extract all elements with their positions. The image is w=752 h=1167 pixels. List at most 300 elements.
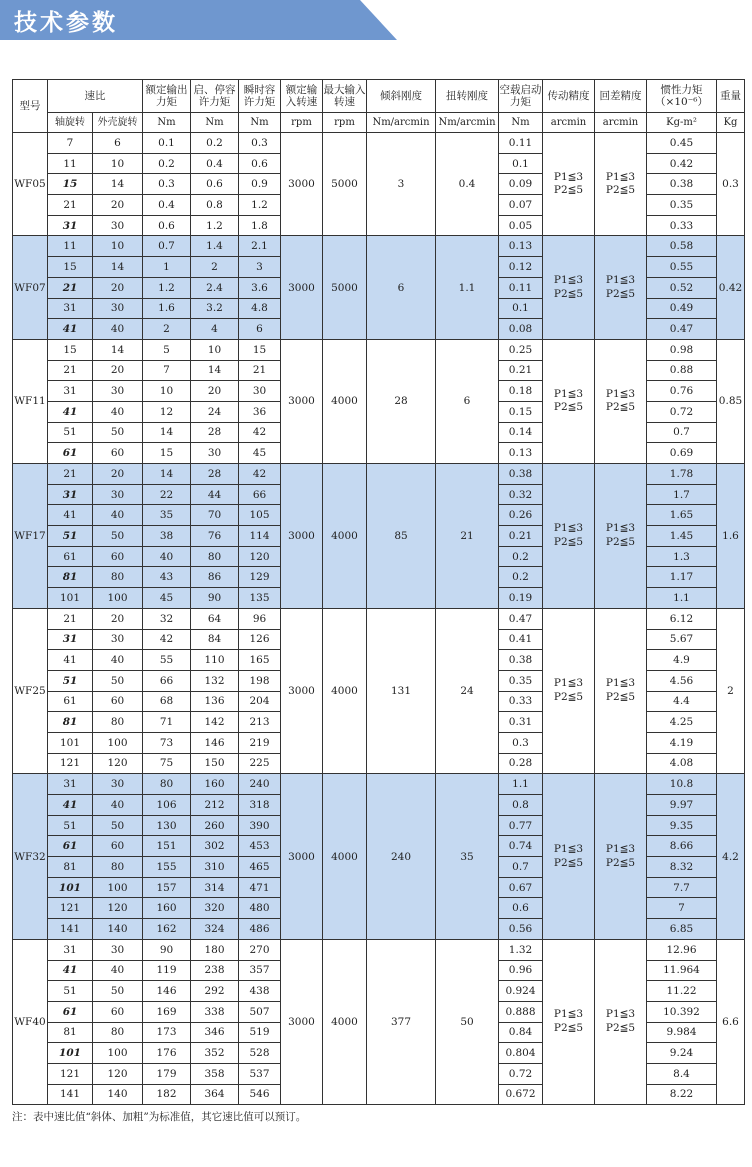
noload-torque-cell: 0.26 — [499, 505, 543, 526]
instant-torque-cell: 36 — [239, 401, 281, 422]
inertia-cell: 0.7 — [647, 422, 717, 443]
start-stop-torque-cell: 4 — [191, 319, 239, 340]
start-stop-torque-cell: 358 — [191, 1063, 239, 1084]
ratio-shaft-cell: 15 — [48, 257, 93, 278]
inertia-cell: 10.392 — [647, 1001, 717, 1022]
noload-torque-cell: 0.3 — [499, 732, 543, 753]
instant-torque-cell: 96 — [239, 608, 281, 629]
noload-torque-cell: 0.09 — [499, 174, 543, 195]
rated-speed-cell: 3000 — [281, 464, 323, 609]
model-group-wf17 — [13, 464, 745, 609]
precision-line: P2≦5 — [605, 1022, 636, 1035]
rated-torque-cell: 130 — [143, 815, 191, 836]
max-speed-cell: 4000 — [323, 939, 367, 1105]
torsion-stiffness-cell: 24 — [436, 608, 499, 774]
ratio-shell-cell: 10 — [93, 236, 143, 257]
noload-torque-cell: 0.21 — [499, 526, 543, 547]
rated-torque-cell: 160 — [143, 898, 191, 919]
instant-torque-cell: 2.1 — [239, 236, 281, 257]
inertia-cell: 4.9 — [647, 650, 717, 671]
backlash-precision-cell — [595, 339, 647, 463]
header-tilt-stiffness: 倾斜刚度 — [367, 80, 436, 113]
noload-torque-cell: 0.19 — [499, 588, 543, 609]
noload-torque-cell: 0.41 — [499, 629, 543, 650]
inertia-cell: 8.32 — [647, 857, 717, 878]
precision-line: P1≦3 — [553, 677, 584, 690]
inertia-cell: 11.964 — [647, 960, 717, 981]
trans-precision-cell — [543, 236, 595, 339]
header-max-speed: 最大输入转速 — [323, 80, 367, 113]
noload-torque-cell: 0.11 — [499, 277, 543, 298]
inertia-cell: 0.52 — [647, 277, 717, 298]
inertia-cell: 0.47 — [647, 319, 717, 340]
rated-speed-cell: 3000 — [281, 236, 323, 339]
table-row — [13, 339, 745, 360]
ratio-shaft-cell: 41 — [48, 650, 93, 671]
instant-torque-cell: 270 — [239, 939, 281, 960]
title-banner — [0, 0, 400, 40]
inertia-cell: 0.98 — [647, 339, 717, 360]
rated-torque-cell: 14 — [143, 464, 191, 485]
instant-torque-cell: 4.8 — [239, 298, 281, 319]
model-group-wf25 — [13, 608, 745, 774]
instant-torque-cell: 114 — [239, 526, 281, 547]
inertia-cell: 0.49 — [647, 298, 717, 319]
unit-inertia: Kg-m² — [647, 113, 717, 133]
weight-cell: 0.85 — [717, 339, 745, 463]
tilt-stiffness-cell: 3 — [367, 133, 436, 236]
start-stop-torque-cell: 346 — [191, 1022, 239, 1043]
ratio-shaft-cell: 101 — [48, 1043, 93, 1064]
rated-torque-cell: 155 — [143, 857, 191, 878]
instant-torque-cell: 318 — [239, 795, 281, 816]
precision-line: P2≦5 — [605, 287, 636, 300]
ratio-shaft-cell: 31 — [48, 939, 93, 960]
precision-line: P2≦5 — [553, 856, 584, 869]
noload-torque-cell: 0.2 — [499, 567, 543, 588]
inertia-cell: 0.45 — [647, 133, 717, 154]
weight-cell: 0.3 — [717, 133, 745, 236]
ratio-shell-cell: 30 — [93, 381, 143, 402]
rated-torque-cell: 71 — [143, 712, 191, 733]
ratio-shaft-cell: 51 — [48, 670, 93, 691]
start-stop-torque-cell: 0.4 — [191, 153, 239, 174]
rated-torque-cell: 182 — [143, 1084, 191, 1105]
instant-torque-cell: 120 — [239, 546, 281, 567]
model-cell: WF07 — [13, 236, 48, 339]
ratio-shell-cell: 60 — [93, 1001, 143, 1022]
inertia-cell: 6.12 — [647, 608, 717, 629]
ratio-shaft-cell: 101 — [48, 877, 93, 898]
inertia-cell: 9.984 — [647, 1022, 717, 1043]
instant-torque-cell: 15 — [239, 339, 281, 360]
rated-torque-cell: 2 — [143, 319, 191, 340]
ratio-shaft-cell: 31 — [48, 484, 93, 505]
ratio-shell-cell: 60 — [93, 443, 143, 464]
trans-precision-cell — [543, 339, 595, 463]
noload-torque-cell: 0.15 — [499, 401, 543, 422]
rated-torque-cell: 173 — [143, 1022, 191, 1043]
precision-line: P1≦3 — [553, 1008, 584, 1021]
rated-torque-cell: 32 — [143, 608, 191, 629]
noload-torque-cell: 0.2 — [499, 546, 543, 567]
inertia-cell: 9.35 — [647, 815, 717, 836]
header-rated-speed: 额定输入转速 — [281, 80, 323, 113]
unit-max-speed: rpm — [323, 113, 367, 133]
ratio-shell-cell: 50 — [93, 422, 143, 443]
inertia-cell: 4.25 — [647, 712, 717, 733]
instant-torque-cell: 357 — [239, 960, 281, 981]
rated-speed-cell: 3000 — [281, 133, 323, 236]
instant-torque-cell: 390 — [239, 815, 281, 836]
ratio-shell-cell: 20 — [93, 608, 143, 629]
ratio-shell-cell: 80 — [93, 712, 143, 733]
torsion-stiffness-cell: 0.4 — [436, 133, 499, 236]
noload-torque-cell: 0.13 — [499, 236, 543, 257]
noload-torque-cell: 0.21 — [499, 360, 543, 381]
model-group-wf05 — [13, 133, 745, 236]
start-stop-torque-cell: 180 — [191, 939, 239, 960]
start-stop-torque-cell: 84 — [191, 629, 239, 650]
ratio-shaft-cell: 81 — [48, 712, 93, 733]
model-cell: WF40 — [13, 939, 48, 1105]
ratio-shaft-cell: 101 — [48, 588, 93, 609]
rated-torque-cell: 38 — [143, 526, 191, 547]
ratio-shell-cell: 10 — [93, 153, 143, 174]
ratio-shaft-cell: 41 — [48, 505, 93, 526]
inertia-cell: 0.69 — [647, 443, 717, 464]
start-stop-torque-cell: 3.2 — [191, 298, 239, 319]
ratio-shaft-cell: 31 — [48, 298, 93, 319]
precision-line: P2≦5 — [553, 535, 584, 548]
instant-torque-cell: 126 — [239, 629, 281, 650]
ratio-shell-cell: 100 — [93, 1043, 143, 1064]
noload-torque-cell: 0.924 — [499, 981, 543, 1002]
rated-torque-cell: 1.2 — [143, 277, 191, 298]
start-stop-torque-cell: 28 — [191, 422, 239, 443]
inertia-cell: 0.58 — [647, 236, 717, 257]
noload-torque-cell: 0.08 — [499, 319, 543, 340]
model-cell: WF17 — [13, 464, 48, 609]
rated-torque-cell: 7 — [143, 360, 191, 381]
tilt-stiffness-cell: 28 — [367, 339, 436, 463]
backlash-precision-cell — [595, 774, 647, 940]
unit-noload-torque: Nm — [499, 113, 543, 133]
weight-cell: 4.2 — [717, 774, 745, 940]
rated-speed-cell: 3000 — [281, 774, 323, 940]
ratio-shell-cell: 60 — [93, 836, 143, 857]
rated-torque-cell: 146 — [143, 981, 191, 1002]
torsion-stiffness-cell: 6 — [436, 339, 499, 463]
instant-torque-cell: 204 — [239, 691, 281, 712]
ratio-shaft-cell: 61 — [48, 1001, 93, 1022]
tilt-stiffness-cell: 85 — [367, 464, 436, 609]
rated-torque-cell: 75 — [143, 753, 191, 774]
instant-torque-cell: 528 — [239, 1043, 281, 1064]
trans-precision-cell — [543, 608, 595, 774]
instant-torque-cell: 240 — [239, 774, 281, 795]
start-stop-torque-cell: 0.6 — [191, 174, 239, 195]
weight-cell: 6.6 — [717, 939, 745, 1105]
start-stop-torque-cell: 86 — [191, 567, 239, 588]
inertia-cell: 0.33 — [647, 215, 717, 236]
start-stop-torque-cell: 1.2 — [191, 215, 239, 236]
ratio-shell-cell: 14 — [93, 339, 143, 360]
table-row — [13, 608, 745, 629]
inertia-cell: 8.22 — [647, 1084, 717, 1105]
instant-torque-cell: 42 — [239, 422, 281, 443]
ratio-shaft-cell: 51 — [48, 815, 93, 836]
ratio-shell-cell: 14 — [93, 257, 143, 278]
start-stop-torque-cell: 320 — [191, 898, 239, 919]
inertia-cell: 1.3 — [647, 546, 717, 567]
backlash-precision-cell — [595, 464, 647, 609]
precision-line: P2≦5 — [605, 691, 636, 704]
instant-torque-cell: 438 — [239, 981, 281, 1002]
ratio-shell-cell: 14 — [93, 174, 143, 195]
table-header — [13, 80, 745, 133]
instant-torque-cell: 546 — [239, 1084, 281, 1105]
noload-torque-cell: 0.18 — [499, 381, 543, 402]
unit-trans-precision: arcmin — [543, 113, 595, 133]
table-row — [13, 774, 745, 795]
rated-torque-cell: 0.6 — [143, 215, 191, 236]
instant-torque-cell: 213 — [239, 712, 281, 733]
model-cell: WF32 — [13, 774, 48, 940]
ratio-shell-cell: 30 — [93, 484, 143, 505]
noload-torque-cell: 0.1 — [499, 153, 543, 174]
inertia-cell: 1.7 — [647, 484, 717, 505]
start-stop-torque-cell: 364 — [191, 1084, 239, 1105]
start-stop-torque-cell: 292 — [191, 981, 239, 1002]
backlash-precision-cell — [595, 133, 647, 236]
ratio-shell-cell: 80 — [93, 567, 143, 588]
start-stop-torque-cell: 14 — [191, 360, 239, 381]
rated-speed-cell: 3000 — [281, 608, 323, 774]
ratio-shaft-cell: 41 — [48, 401, 93, 422]
header-model: 型号 — [13, 80, 48, 133]
inertia-cell: 9.97 — [647, 795, 717, 816]
start-stop-torque-cell: 132 — [191, 670, 239, 691]
noload-torque-cell: 0.28 — [499, 753, 543, 774]
precision-line: P2≦5 — [553, 184, 584, 197]
instant-torque-cell: 165 — [239, 650, 281, 671]
noload-torque-cell: 0.11 — [499, 133, 543, 154]
header-torsion-stiffness: 扭转刚度 — [436, 80, 499, 113]
noload-torque-cell: 0.7 — [499, 857, 543, 878]
ratio-shell-cell: 40 — [93, 505, 143, 526]
start-stop-torque-cell: 146 — [191, 732, 239, 753]
rated-torque-cell: 10 — [143, 381, 191, 402]
torsion-stiffness-cell: 50 — [436, 939, 499, 1105]
precision-line: P1≦3 — [605, 274, 636, 287]
start-stop-torque-cell: 28 — [191, 464, 239, 485]
noload-torque-cell: 0.84 — [499, 1022, 543, 1043]
start-stop-torque-cell: 314 — [191, 877, 239, 898]
noload-torque-cell: 0.14 — [499, 422, 543, 443]
table-row — [13, 939, 745, 960]
inertia-cell: 6.85 — [647, 919, 717, 940]
start-stop-torque-cell: 80 — [191, 546, 239, 567]
ratio-shell-cell: 40 — [93, 319, 143, 340]
instant-torque-cell: 6 — [239, 319, 281, 340]
rated-torque-cell: 45 — [143, 588, 191, 609]
rated-torque-cell: 0.3 — [143, 174, 191, 195]
inertia-cell: 1.65 — [647, 505, 717, 526]
inertia-cell: 0.35 — [647, 195, 717, 216]
precision-line: P1≦3 — [553, 842, 584, 855]
unit-backlash-precision: arcmin — [595, 113, 647, 133]
rated-torque-cell: 22 — [143, 484, 191, 505]
instant-torque-cell: 480 — [239, 898, 281, 919]
rated-torque-cell: 68 — [143, 691, 191, 712]
ratio-shaft-cell: 21 — [48, 277, 93, 298]
table-row — [13, 464, 745, 485]
unit-start-stop-torque: Nm — [191, 113, 239, 133]
ratio-shell-cell: 120 — [93, 753, 143, 774]
noload-torque-cell: 0.05 — [499, 215, 543, 236]
header-trans-precision: 传动精度 — [543, 80, 595, 113]
inertia-cell: 11.22 — [647, 981, 717, 1002]
precision-line: P1≦3 — [605, 677, 636, 690]
precision-line: P1≦3 — [605, 842, 636, 855]
start-stop-torque-cell: 324 — [191, 919, 239, 940]
rated-torque-cell: 66 — [143, 670, 191, 691]
ratio-shaft-cell: 7 — [48, 133, 93, 154]
ratio-shaft-cell: 61 — [48, 691, 93, 712]
trans-precision-cell — [543, 774, 595, 940]
ratio-shell-cell: 50 — [93, 670, 143, 691]
start-stop-torque-cell: 90 — [191, 588, 239, 609]
noload-torque-cell: 0.56 — [499, 919, 543, 940]
start-stop-torque-cell: 20 — [191, 381, 239, 402]
rated-torque-cell: 15 — [143, 443, 191, 464]
ratio-shaft-cell: 51 — [48, 526, 93, 547]
start-stop-torque-cell: 1.4 — [191, 236, 239, 257]
rated-torque-cell: 1.6 — [143, 298, 191, 319]
ratio-shaft-cell: 15 — [48, 339, 93, 360]
table-row — [13, 133, 745, 154]
instant-torque-cell: 66 — [239, 484, 281, 505]
rated-torque-cell: 1 — [143, 257, 191, 278]
ratio-shell-cell: 40 — [93, 795, 143, 816]
rated-torque-cell: 106 — [143, 795, 191, 816]
unit-rated-speed: rpm — [281, 113, 323, 133]
rated-torque-cell: 80 — [143, 774, 191, 795]
ratio-shell-cell: 120 — [93, 1063, 143, 1084]
rated-torque-cell: 179 — [143, 1063, 191, 1084]
inertia-cell: 1.45 — [647, 526, 717, 547]
instant-torque-cell: 45 — [239, 443, 281, 464]
precision-line: P2≦5 — [605, 535, 636, 548]
ratio-shaft-cell: 121 — [48, 1063, 93, 1084]
trans-precision-cell — [543, 939, 595, 1105]
instant-torque-cell: 465 — [239, 857, 281, 878]
noload-torque-cell: 0.13 — [499, 443, 543, 464]
noload-torque-cell: 0.33 — [499, 691, 543, 712]
rated-torque-cell: 0.4 — [143, 195, 191, 216]
backlash-precision-cell — [595, 236, 647, 339]
rated-torque-cell: 157 — [143, 877, 191, 898]
precision-line: P2≦5 — [553, 691, 584, 704]
rated-torque-cell: 5 — [143, 339, 191, 360]
inertia-cell: 4.19 — [647, 732, 717, 753]
instant-torque-cell: 42 — [239, 464, 281, 485]
ratio-shell-cell: 30 — [93, 939, 143, 960]
ratio-shaft-cell: 121 — [48, 898, 93, 919]
instant-torque-cell: 0.6 — [239, 153, 281, 174]
inertia-cell: 4.4 — [647, 691, 717, 712]
noload-torque-cell: 0.38 — [499, 650, 543, 671]
instant-torque-cell: 0.3 — [239, 133, 281, 154]
precision-line: P2≦5 — [553, 287, 584, 300]
ratio-shaft-cell: 11 — [48, 236, 93, 257]
ratio-shell-cell: 50 — [93, 981, 143, 1002]
inertia-cell: 1.1 — [647, 588, 717, 609]
inertia-cell: 10.8 — [647, 774, 717, 795]
inertia-cell: 7.7 — [647, 877, 717, 898]
start-stop-torque-cell: 212 — [191, 795, 239, 816]
noload-torque-cell: 0.32 — [499, 484, 543, 505]
ratio-shell-cell: 140 — [93, 1084, 143, 1105]
noload-torque-cell: 1.32 — [499, 939, 543, 960]
ratio-shell-cell: 20 — [93, 464, 143, 485]
model-cell: WF05 — [13, 133, 48, 236]
precision-line: P2≦5 — [605, 401, 636, 414]
ratio-shell-cell: 30 — [93, 298, 143, 319]
rated-torque-cell: 35 — [143, 505, 191, 526]
inertia-cell: 0.76 — [647, 381, 717, 402]
rated-torque-cell: 73 — [143, 732, 191, 753]
start-stop-torque-cell: 76 — [191, 526, 239, 547]
instant-torque-cell: 135 — [239, 588, 281, 609]
header-rated-torque: 额定输出力矩 — [143, 80, 191, 113]
ratio-shaft-cell: 81 — [48, 857, 93, 878]
trans-precision-cell — [543, 464, 595, 609]
start-stop-torque-cell: 150 — [191, 753, 239, 774]
rated-torque-cell: 55 — [143, 650, 191, 671]
ratio-shaft-cell: 31 — [48, 215, 93, 236]
ratio-shaft-cell: 41 — [48, 960, 93, 981]
inertia-cell: 8.4 — [647, 1063, 717, 1084]
max-speed-cell: 4000 — [323, 774, 367, 940]
ratio-shaft-cell: 31 — [48, 381, 93, 402]
instant-torque-cell: 105 — [239, 505, 281, 526]
ratio-shell-cell: 40 — [93, 960, 143, 981]
inertia-cell: 1.17 — [647, 567, 717, 588]
start-stop-torque-cell: 136 — [191, 691, 239, 712]
noload-torque-cell: 0.38 — [499, 464, 543, 485]
precision-line: P1≦3 — [553, 274, 584, 287]
precision-line: P2≦5 — [553, 1022, 584, 1035]
noload-torque-cell: 0.47 — [499, 608, 543, 629]
ratio-shell-cell: 50 — [93, 526, 143, 547]
precision-line: P1≦3 — [605, 522, 636, 535]
tilt-stiffness-cell: 377 — [367, 939, 436, 1105]
ratio-shell-cell: 50 — [93, 815, 143, 836]
ratio-shaft-cell: 81 — [48, 567, 93, 588]
start-stop-torque-cell: 310 — [191, 857, 239, 878]
noload-torque-cell: 0.31 — [499, 712, 543, 733]
ratio-shell-cell: 120 — [93, 898, 143, 919]
ratio-shaft-cell: 21 — [48, 195, 93, 216]
table-row — [13, 236, 745, 257]
ratio-shaft-cell: 21 — [48, 464, 93, 485]
instant-torque-cell: 519 — [239, 1022, 281, 1043]
ratio-shaft-cell: 31 — [48, 629, 93, 650]
inertia-cell: 0.72 — [647, 401, 717, 422]
rated-torque-cell: 0.1 — [143, 133, 191, 154]
